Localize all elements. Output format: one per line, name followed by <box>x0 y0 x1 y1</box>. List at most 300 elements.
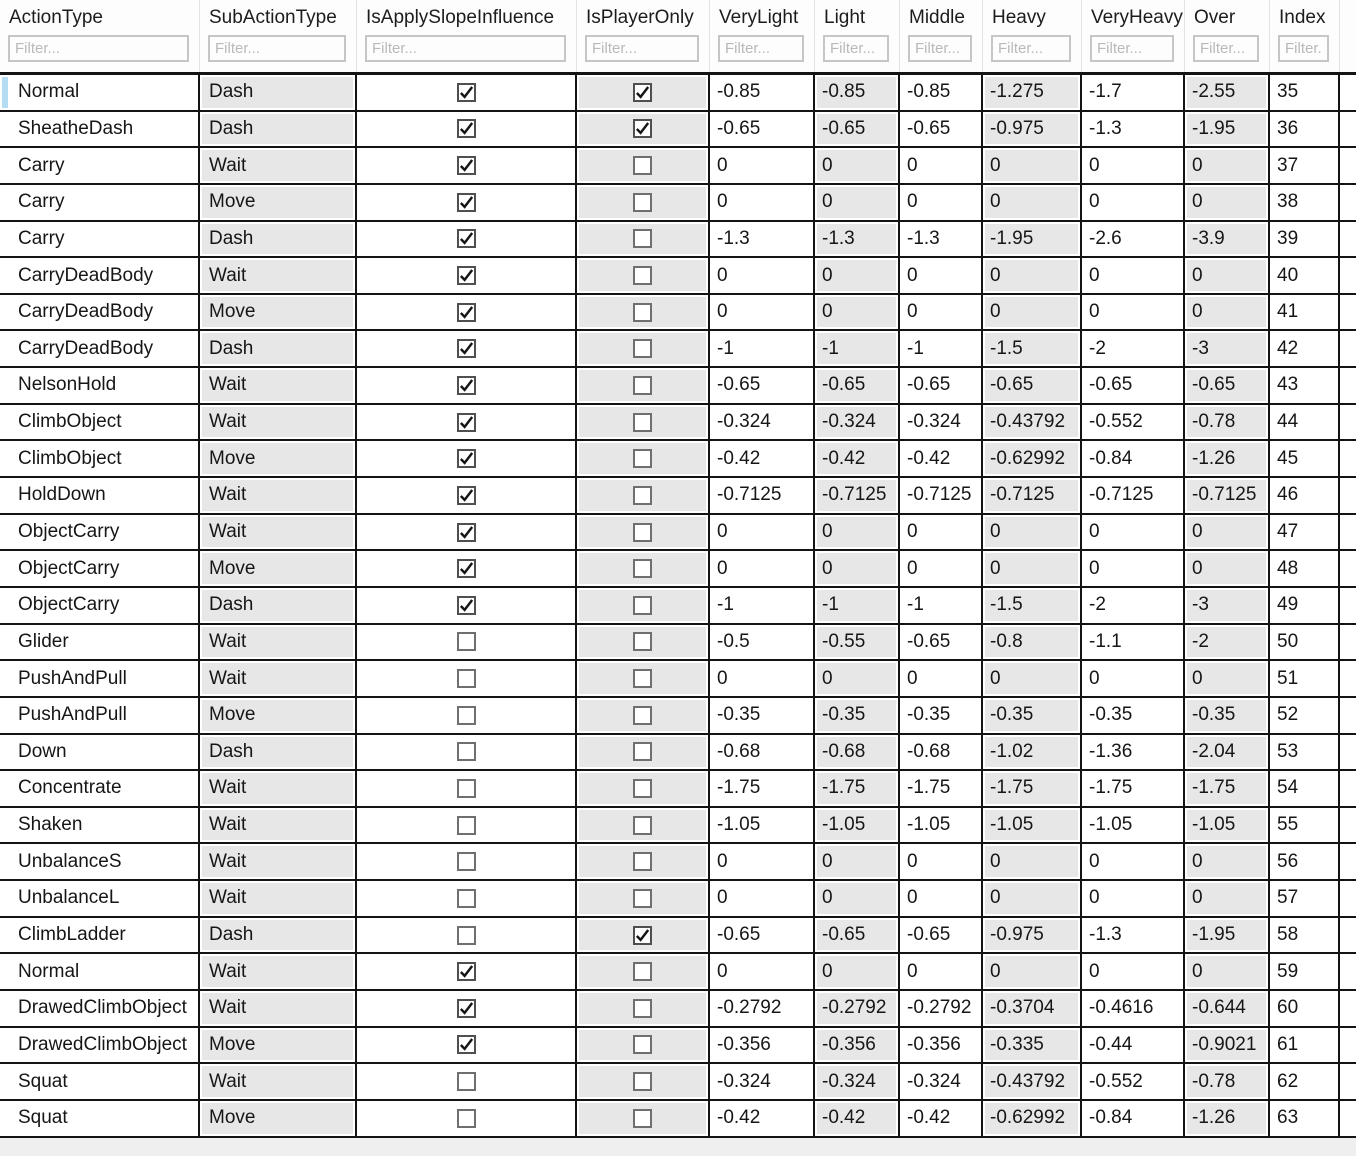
cell-veryLight[interactable] <box>710 735 815 770</box>
cell-actionType[interactable] <box>0 258 200 293</box>
cell-veryHeavy[interactable] <box>1082 1028 1185 1063</box>
cell-veryHeavy[interactable] <box>1082 515 1185 550</box>
cell-veryHeavy[interactable] <box>1082 295 1185 330</box>
table-row[interactable] <box>0 881 1356 918</box>
cell-middle[interactable] <box>900 991 983 1026</box>
cell-over[interactable] <box>1185 698 1270 733</box>
cell-over[interactable] <box>1185 185 1270 220</box>
filter-input-over[interactable] <box>1193 35 1259 62</box>
cell-isPlayerOnly[interactable] <box>577 75 710 110</box>
cell-over[interactable] <box>1185 661 1270 696</box>
cell-isApplySlopeInfluence[interactable] <box>357 478 577 513</box>
cell-over[interactable] <box>1185 954 1270 989</box>
unchecked-checkbox-icon[interactable] <box>633 889 652 908</box>
unchecked-checkbox-icon[interactable] <box>633 852 652 871</box>
cell-isPlayerOnly[interactable] <box>577 185 710 220</box>
cell-light[interactable] <box>815 112 900 147</box>
cell-actionType[interactable] <box>0 1028 200 1063</box>
cell-actionType[interactable] <box>0 441 200 476</box>
cell-isPlayerOnly[interactable] <box>577 148 710 183</box>
filter-input-heavy[interactable] <box>991 35 1071 62</box>
cell-isPlayerOnly[interactable] <box>577 588 710 623</box>
cell-veryHeavy[interactable] <box>1082 551 1185 586</box>
cell-actionType[interactable] <box>0 148 200 183</box>
cell-isApplySlopeInfluence[interactable] <box>357 441 577 476</box>
cell-subActionType[interactable] <box>200 991 357 1026</box>
filter-input-isPlayerOnly[interactable] <box>585 35 699 62</box>
cell-isPlayerOnly[interactable] <box>577 112 710 147</box>
cell-light[interactable] <box>815 771 900 806</box>
cell-light[interactable] <box>815 551 900 586</box>
cell-heavy[interactable] <box>983 112 1082 147</box>
cell-middle[interactable] <box>900 441 983 476</box>
cell-subActionType[interactable] <box>200 112 357 147</box>
cell-actionType[interactable] <box>0 478 200 513</box>
cell-heavy[interactable] <box>983 295 1082 330</box>
cell-actionType[interactable] <box>0 808 200 843</box>
table-row[interactable] <box>0 771 1356 808</box>
cell-actionType[interactable] <box>0 222 200 257</box>
cell-index[interactable] <box>1270 515 1340 550</box>
table-row[interactable] <box>0 258 1356 295</box>
filter-input-veryHeavy[interactable] <box>1090 35 1174 62</box>
cell-middle[interactable] <box>900 588 983 623</box>
cell-veryLight[interactable] <box>710 75 815 110</box>
cell-veryHeavy[interactable] <box>1082 698 1185 733</box>
cell-actionType[interactable] <box>0 368 200 403</box>
cell-index[interactable] <box>1270 441 1340 476</box>
cell-middle[interactable] <box>900 75 983 110</box>
checked-checkbox-icon[interactable] <box>457 376 476 395</box>
cell-light[interactable] <box>815 1064 900 1099</box>
unchecked-checkbox-icon[interactable] <box>633 449 652 468</box>
unchecked-checkbox-icon[interactable] <box>633 1035 652 1054</box>
cell-veryLight[interactable] <box>710 625 815 660</box>
cell-light[interactable] <box>815 222 900 257</box>
cell-actionType[interactable] <box>0 588 200 623</box>
cell-isPlayerOnly[interactable] <box>577 808 710 843</box>
cell-middle[interactable] <box>900 331 983 366</box>
cell-light[interactable] <box>815 661 900 696</box>
checked-checkbox-icon[interactable] <box>457 1035 476 1054</box>
cell-subActionType[interactable] <box>200 625 357 660</box>
table-row[interactable] <box>0 625 1356 662</box>
cell-veryLight[interactable] <box>710 112 815 147</box>
cell-index[interactable] <box>1270 625 1340 660</box>
cell-heavy[interactable] <box>983 185 1082 220</box>
cell-isApplySlopeInfluence[interactable] <box>357 771 577 806</box>
cell-heavy[interactable] <box>983 844 1082 879</box>
checked-checkbox-icon[interactable] <box>633 119 652 138</box>
cell-isPlayerOnly[interactable] <box>577 1064 710 1099</box>
unchecked-checkbox-icon[interactable] <box>633 669 652 688</box>
cell-index[interactable] <box>1270 588 1340 623</box>
cell-isApplySlopeInfluence[interactable] <box>357 1101 577 1136</box>
cell-veryHeavy[interactable] <box>1082 331 1185 366</box>
cell-veryHeavy[interactable] <box>1082 222 1185 257</box>
cell-over[interactable] <box>1185 258 1270 293</box>
cell-isPlayerOnly[interactable] <box>577 222 710 257</box>
cell-subActionType[interactable] <box>200 1028 357 1063</box>
cell-veryHeavy[interactable] <box>1082 75 1185 110</box>
cell-heavy[interactable] <box>983 1101 1082 1136</box>
cell-middle[interactable] <box>900 1101 983 1136</box>
unchecked-checkbox-icon[interactable] <box>457 889 476 908</box>
unchecked-checkbox-icon[interactable] <box>633 413 652 432</box>
cell-actionType[interactable] <box>0 331 200 366</box>
unchecked-checkbox-icon[interactable] <box>457 669 476 688</box>
cell-veryLight[interactable] <box>710 954 815 989</box>
cell-veryHeavy[interactable] <box>1082 881 1185 916</box>
cell-veryLight[interactable] <box>710 844 815 879</box>
table-row[interactable] <box>0 918 1356 955</box>
cell-over[interactable] <box>1185 625 1270 660</box>
cell-veryLight[interactable] <box>710 661 815 696</box>
cell-light[interactable] <box>815 515 900 550</box>
cell-isApplySlopeInfluence[interactable] <box>357 1064 577 1099</box>
cell-over[interactable] <box>1185 808 1270 843</box>
cell-subActionType[interactable] <box>200 881 357 916</box>
cell-veryLight[interactable] <box>710 1028 815 1063</box>
checked-checkbox-icon[interactable] <box>457 523 476 542</box>
cell-heavy[interactable] <box>983 222 1082 257</box>
cell-actionType[interactable] <box>0 515 200 550</box>
unchecked-checkbox-icon[interactable] <box>457 1109 476 1128</box>
checked-checkbox-icon[interactable] <box>457 999 476 1018</box>
cell-index[interactable] <box>1270 478 1340 513</box>
unchecked-checkbox-icon[interactable] <box>457 632 476 651</box>
cell-subActionType[interactable] <box>200 954 357 989</box>
cell-isApplySlopeInfluence[interactable] <box>357 881 577 916</box>
unchecked-checkbox-icon[interactable] <box>633 999 652 1018</box>
cell-index[interactable] <box>1270 954 1340 989</box>
cell-actionType[interactable] <box>0 1064 200 1099</box>
cell-veryLight[interactable] <box>710 295 815 330</box>
cell-actionType[interactable] <box>0 991 200 1026</box>
cell-over[interactable] <box>1185 478 1270 513</box>
cell-isPlayerOnly[interactable] <box>577 1101 710 1136</box>
cell-index[interactable] <box>1270 331 1340 366</box>
cell-subActionType[interactable] <box>200 148 357 183</box>
cell-light[interactable] <box>815 625 900 660</box>
table-row[interactable] <box>0 1028 1356 1065</box>
column-header-middle[interactable] <box>900 0 983 72</box>
table-row[interactable] <box>0 661 1356 698</box>
cell-veryLight[interactable] <box>710 148 815 183</box>
cell-middle[interactable] <box>900 1064 983 1099</box>
cell-index[interactable] <box>1270 551 1340 586</box>
cell-index[interactable] <box>1270 661 1340 696</box>
cell-middle[interactable] <box>900 405 983 440</box>
cell-light[interactable] <box>815 1101 900 1136</box>
cell-light[interactable] <box>815 991 900 1026</box>
checked-checkbox-icon[interactable] <box>457 559 476 578</box>
cell-index[interactable] <box>1270 808 1340 843</box>
cell-isApplySlopeInfluence[interactable] <box>357 515 577 550</box>
cell-light[interactable] <box>815 881 900 916</box>
cell-isPlayerOnly[interactable] <box>577 881 710 916</box>
cell-subActionType[interactable] <box>200 735 357 770</box>
cell-index[interactable] <box>1270 771 1340 806</box>
cell-over[interactable] <box>1185 1064 1270 1099</box>
cell-veryLight[interactable] <box>710 405 815 440</box>
checked-checkbox-icon[interactable] <box>633 926 652 945</box>
cell-subActionType[interactable] <box>200 405 357 440</box>
cell-veryHeavy[interactable] <box>1082 405 1185 440</box>
cell-subActionType[interactable] <box>200 808 357 843</box>
table-row[interactable] <box>0 1101 1356 1138</box>
unchecked-checkbox-icon[interactable] <box>633 523 652 542</box>
cell-index[interactable] <box>1270 1064 1340 1099</box>
cell-actionType[interactable] <box>0 185 200 220</box>
cell-index[interactable] <box>1270 1028 1340 1063</box>
cell-heavy[interactable] <box>983 368 1082 403</box>
cell-isPlayerOnly[interactable] <box>577 551 710 586</box>
cell-isApplySlopeInfluence[interactable] <box>357 148 577 183</box>
cell-veryHeavy[interactable] <box>1082 185 1185 220</box>
unchecked-checkbox-icon[interactable] <box>633 486 652 505</box>
checked-checkbox-icon[interactable] <box>457 83 476 102</box>
table-row[interactable] <box>0 515 1356 552</box>
cell-over[interactable] <box>1185 1101 1270 1136</box>
cell-heavy[interactable] <box>983 991 1082 1026</box>
cell-middle[interactable] <box>900 1028 983 1063</box>
cell-heavy[interactable] <box>983 881 1082 916</box>
cell-light[interactable] <box>815 1028 900 1063</box>
cell-veryLight[interactable] <box>710 1064 815 1099</box>
cell-isApplySlopeInfluence[interactable] <box>357 185 577 220</box>
cell-isPlayerOnly[interactable] <box>577 478 710 513</box>
filter-input-light[interactable] <box>823 35 889 62</box>
unchecked-checkbox-icon[interactable] <box>633 559 652 578</box>
filter-input-veryLight[interactable] <box>718 35 804 62</box>
cell-veryLight[interactable] <box>710 515 815 550</box>
cell-isPlayerOnly[interactable] <box>577 405 710 440</box>
cell-middle[interactable] <box>900 515 983 550</box>
cell-heavy[interactable] <box>983 1064 1082 1099</box>
cell-veryLight[interactable] <box>710 698 815 733</box>
cell-actionType[interactable] <box>0 661 200 696</box>
cell-actionType[interactable] <box>0 698 200 733</box>
cell-subActionType[interactable] <box>200 331 357 366</box>
checked-checkbox-icon[interactable] <box>457 413 476 432</box>
cell-light[interactable] <box>815 954 900 989</box>
cell-light[interactable] <box>815 698 900 733</box>
filter-input-subActionType[interactable] <box>208 35 346 62</box>
cell-veryHeavy[interactable] <box>1082 625 1185 660</box>
cell-over[interactable] <box>1185 918 1270 953</box>
unchecked-checkbox-icon[interactable] <box>633 742 652 761</box>
cell-light[interactable] <box>815 258 900 293</box>
cell-index[interactable] <box>1270 991 1340 1026</box>
cell-middle[interactable] <box>900 478 983 513</box>
cell-light[interactable] <box>815 368 900 403</box>
cell-index[interactable] <box>1270 735 1340 770</box>
cell-heavy[interactable] <box>983 954 1082 989</box>
column-header-heavy[interactable] <box>983 0 1082 72</box>
table-row[interactable] <box>0 1064 1356 1101</box>
cell-middle[interactable] <box>900 148 983 183</box>
cell-actionType[interactable] <box>0 75 200 110</box>
unchecked-checkbox-icon[interactable] <box>633 266 652 285</box>
unchecked-checkbox-icon[interactable] <box>633 596 652 615</box>
checked-checkbox-icon[interactable] <box>633 83 652 102</box>
cell-subActionType[interactable] <box>200 551 357 586</box>
cell-middle[interactable] <box>900 698 983 733</box>
cell-over[interactable] <box>1185 991 1270 1026</box>
cell-subActionType[interactable] <box>200 588 357 623</box>
cell-heavy[interactable] <box>983 918 1082 953</box>
unchecked-checkbox-icon[interactable] <box>633 303 652 322</box>
checked-checkbox-icon[interactable] <box>457 156 476 175</box>
cell-veryLight[interactable] <box>710 991 815 1026</box>
unchecked-checkbox-icon[interactable] <box>457 1072 476 1091</box>
cell-veryHeavy[interactable] <box>1082 661 1185 696</box>
cell-subActionType[interactable] <box>200 258 357 293</box>
unchecked-checkbox-icon[interactable] <box>633 632 652 651</box>
unchecked-checkbox-icon[interactable] <box>633 706 652 725</box>
cell-middle[interactable] <box>900 185 983 220</box>
table-row[interactable] <box>0 331 1356 368</box>
checked-checkbox-icon[interactable] <box>457 449 476 468</box>
cell-index[interactable] <box>1270 148 1340 183</box>
table-row[interactable] <box>0 735 1356 772</box>
cell-subActionType[interactable] <box>200 515 357 550</box>
cell-isPlayerOnly[interactable] <box>577 954 710 989</box>
cell-veryHeavy[interactable] <box>1082 735 1185 770</box>
cell-isPlayerOnly[interactable] <box>577 771 710 806</box>
unchecked-checkbox-icon[interactable] <box>633 229 652 248</box>
cell-isApplySlopeInfluence[interactable] <box>357 295 577 330</box>
cell-isApplySlopeInfluence[interactable] <box>357 75 577 110</box>
cell-actionType[interactable] <box>0 735 200 770</box>
cell-veryLight[interactable] <box>710 551 815 586</box>
checked-checkbox-icon[interactable] <box>457 303 476 322</box>
table-row[interactable] <box>0 405 1356 442</box>
table-row[interactable] <box>0 112 1356 149</box>
cell-veryLight[interactable] <box>710 918 815 953</box>
filter-input-actionType[interactable] <box>8 35 189 62</box>
cell-veryLight[interactable] <box>710 441 815 476</box>
cell-actionType[interactable] <box>0 112 200 147</box>
cell-isPlayerOnly[interactable] <box>577 515 710 550</box>
cell-light[interactable] <box>815 918 900 953</box>
cell-veryHeavy[interactable] <box>1082 588 1185 623</box>
table-row[interactable] <box>0 222 1356 259</box>
column-header-veryLight[interactable] <box>710 0 815 72</box>
cell-over[interactable] <box>1185 222 1270 257</box>
cell-heavy[interactable] <box>983 331 1082 366</box>
checked-checkbox-icon[interactable] <box>457 119 476 138</box>
cell-isPlayerOnly[interactable] <box>577 991 710 1026</box>
cell-isApplySlopeInfluence[interactable] <box>357 258 577 293</box>
cell-actionType[interactable] <box>0 881 200 916</box>
cell-middle[interactable] <box>900 954 983 989</box>
unchecked-checkbox-icon[interactable] <box>633 962 652 981</box>
cell-over[interactable] <box>1185 771 1270 806</box>
cell-isPlayerOnly[interactable] <box>577 698 710 733</box>
cell-isPlayerOnly[interactable] <box>577 441 710 476</box>
cell-middle[interactable] <box>900 112 983 147</box>
unchecked-checkbox-icon[interactable] <box>457 706 476 725</box>
table-row[interactable] <box>0 368 1356 405</box>
cell-veryLight[interactable] <box>710 1101 815 1136</box>
unchecked-checkbox-icon[interactable] <box>633 1072 652 1091</box>
cell-light[interactable] <box>815 588 900 623</box>
filter-input-middle[interactable] <box>908 35 972 62</box>
cell-over[interactable] <box>1185 551 1270 586</box>
cell-subActionType[interactable] <box>200 478 357 513</box>
table-row[interactable] <box>0 844 1356 881</box>
cell-heavy[interactable] <box>983 515 1082 550</box>
cell-actionType[interactable] <box>0 844 200 879</box>
cell-veryHeavy[interactable] <box>1082 1101 1185 1136</box>
unchecked-checkbox-icon[interactable] <box>633 156 652 175</box>
unchecked-checkbox-icon[interactable] <box>633 193 652 212</box>
cell-actionType[interactable] <box>0 771 200 806</box>
cell-heavy[interactable] <box>983 75 1082 110</box>
checked-checkbox-icon[interactable] <box>457 266 476 285</box>
cell-light[interactable] <box>815 844 900 879</box>
cell-over[interactable] <box>1185 295 1270 330</box>
cell-middle[interactable] <box>900 881 983 916</box>
cell-index[interactable] <box>1270 295 1340 330</box>
cell-over[interactable] <box>1185 735 1270 770</box>
cell-actionType[interactable] <box>0 1101 200 1136</box>
cell-light[interactable] <box>815 735 900 770</box>
cell-actionType[interactable] <box>0 405 200 440</box>
checked-checkbox-icon[interactable] <box>457 193 476 212</box>
cell-isApplySlopeInfluence[interactable] <box>357 551 577 586</box>
cell-light[interactable] <box>815 405 900 440</box>
cell-heavy[interactable] <box>983 551 1082 586</box>
column-header-subActionType[interactable] <box>200 0 357 72</box>
cell-veryLight[interactable] <box>710 881 815 916</box>
cell-subActionType[interactable] <box>200 1101 357 1136</box>
cell-veryLight[interactable] <box>710 331 815 366</box>
cell-isApplySlopeInfluence[interactable] <box>357 112 577 147</box>
table-row[interactable] <box>0 808 1356 845</box>
cell-middle[interactable] <box>900 625 983 660</box>
cell-isApplySlopeInfluence[interactable] <box>357 331 577 366</box>
unchecked-checkbox-icon[interactable] <box>457 779 476 798</box>
cell-isPlayerOnly[interactable] <box>577 735 710 770</box>
cell-isApplySlopeInfluence[interactable] <box>357 698 577 733</box>
table-row[interactable] <box>0 698 1356 735</box>
cell-isApplySlopeInfluence[interactable] <box>357 222 577 257</box>
unchecked-checkbox-icon[interactable] <box>633 816 652 835</box>
cell-middle[interactable] <box>900 258 983 293</box>
cell-veryHeavy[interactable] <box>1082 148 1185 183</box>
cell-isApplySlopeInfluence[interactable] <box>357 405 577 440</box>
cell-isApplySlopeInfluence[interactable] <box>357 954 577 989</box>
cell-heavy[interactable] <box>983 588 1082 623</box>
unchecked-checkbox-icon[interactable] <box>457 816 476 835</box>
cell-veryHeavy[interactable] <box>1082 918 1185 953</box>
cell-heavy[interactable] <box>983 478 1082 513</box>
cell-heavy[interactable] <box>983 735 1082 770</box>
cell-index[interactable] <box>1270 405 1340 440</box>
cell-actionType[interactable] <box>0 551 200 586</box>
cell-index[interactable] <box>1270 258 1340 293</box>
table-row[interactable] <box>0 588 1356 625</box>
cell-over[interactable] <box>1185 881 1270 916</box>
cell-veryLight[interactable] <box>710 368 815 403</box>
cell-over[interactable] <box>1185 148 1270 183</box>
cell-middle[interactable] <box>900 295 983 330</box>
cell-subActionType[interactable] <box>200 918 357 953</box>
cell-heavy[interactable] <box>983 441 1082 476</box>
